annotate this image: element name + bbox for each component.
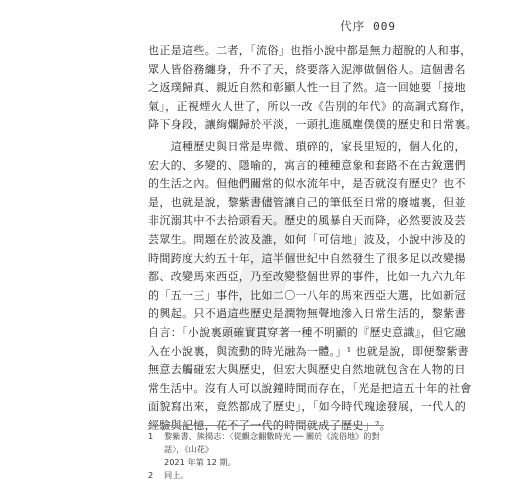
text-line: 降下身段，讓絢爛歸於平淡，一頭扎進風塵僕僕的歷史和日常裏。 — [148, 118, 478, 132]
text-line: 的「五一三」事件，比如二〇一八年的馬來西亞大選，比如新冠 — [148, 288, 466, 302]
text-line: 經驗與記憶，花不了一代的時間就成了歷史」²。 — [148, 418, 392, 432]
text-line: 入在小說裏，與流動的時光融為一體。」¹ 也就是說，即便黎紫書 — [148, 344, 469, 358]
footnote-number: 2 — [148, 470, 154, 480]
text-line: 面貌寫出來，竟然都成了歷史」，「如今時代瑰途發展，一代人的 — [148, 400, 467, 414]
text-line: 常生活中。沒有人可以說鐘時間而存在，「光是把這五十年的社會 — [148, 381, 472, 395]
footnote-continuation: 2021 年第 12 期。 — [164, 457, 236, 467]
text-line: 自言：「小說裏頭確實貫穿著一種不明顯的『歷史意識』，但它融 — [148, 325, 467, 339]
footnotes — [148, 425, 384, 482]
text-line: 無意去觸碰宏大與歷史，但宏大與歷史自然地就包含在人物的日 — [148, 363, 466, 377]
text-line: 芸眾生。問題在於波及誰，如何「可信地」波及，小說中涉及的 — [148, 232, 466, 246]
footnote — [148, 430, 384, 456]
text-line: 時間跨度大約五十年，這半個世紀中自然發生了很多足以改變揚 — [148, 251, 466, 265]
running-header — [340, 18, 396, 34]
footnote-number: 1 — [148, 431, 154, 441]
text-line: 是，也就是說，黎紫書儘管讓自己的筆低至日常的廢墟裏，但並 — [148, 195, 466, 209]
footnote-text: 同上。 — [164, 470, 189, 480]
text-line: 這種歷史與日常是卑微、瑣碎的，家長里短的，個人化的， — [148, 139, 466, 153]
text-line: 之返璞歸真、親近自然和彰顯人性一目了然。這一回她要「接地 — [148, 81, 466, 95]
text-line: 也正是這些。二者，「流俗」也指小說中都是無力超脫的人和事， — [148, 44, 472, 57]
text-line: 的生活之內。但他們關常的似水流年中，是否就沒有歷史？也不 — [148, 177, 466, 191]
text-line: 眾人皆俗務纏身，升不了天，終要落入泥濘做個俗人。這個書名 — [148, 62, 466, 76]
footnote-text: 黎紫書、熊揚志：〈從觀念翻數時光 ── 關於《流俗地》的對話〉，《山花》 — [164, 431, 380, 454]
text-line: 非沉溺其中不去拾頭看天。歷史的風暴自天而降，必然要波及芸 — [148, 214, 466, 228]
section-title: 代序 — [340, 19, 366, 33]
text-line: 的興起。只不過這些歷史是潤物無聲地滲入日常生活的，黎紫書 — [148, 307, 466, 321]
text-line: 宏大的、多變的、隱喻的，寓言的種種意象和套路不在古銳選們 — [148, 158, 466, 172]
text-line: 都、改變馬來西亞，乃至改變整個世界的事件，比如一九六九年 — [148, 270, 466, 284]
body-text — [148, 42, 478, 435]
page-number: 009 — [373, 20, 396, 33]
text-line: 氣」，正視煙火人世了，所以一改《告別的年代》的高調式寫作， — [148, 99, 472, 113]
footnote — [148, 469, 384, 482]
